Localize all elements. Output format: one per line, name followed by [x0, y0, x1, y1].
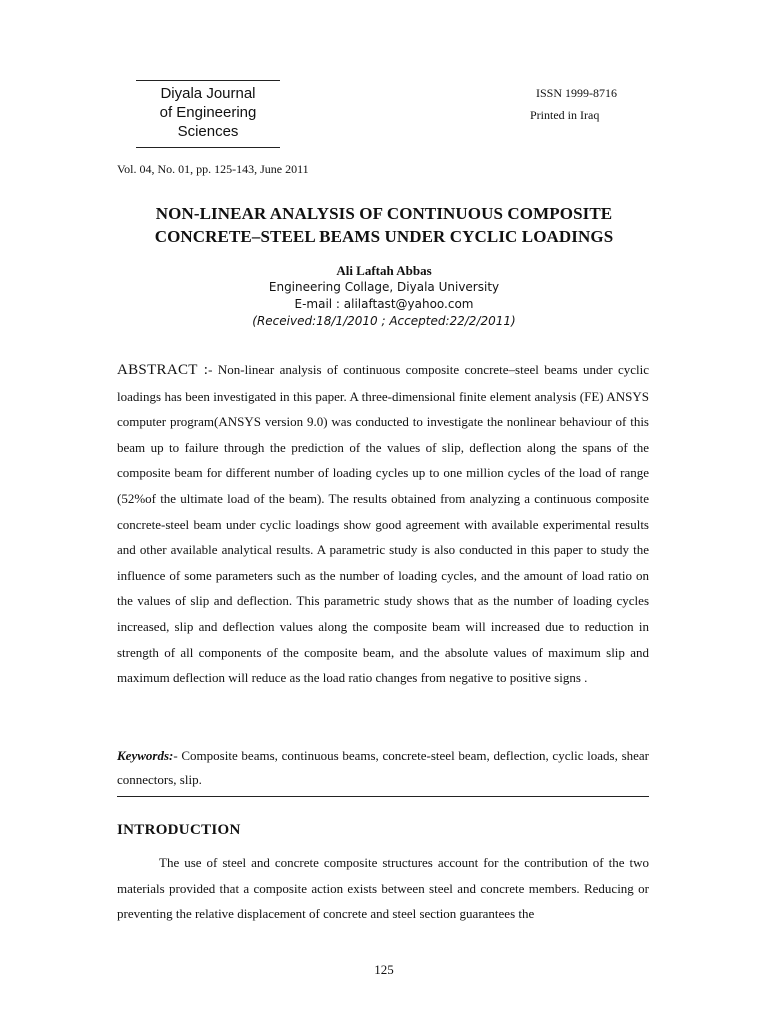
page-number: 125 — [374, 962, 394, 977]
journal-name-block — [136, 80, 280, 148]
author-affiliation: Engineering Collage, Diyala University — [268, 280, 500, 294]
keywords-text: - Composite beams, continuous beams, concrete-steel beam, deflection, cyclic loads, shear connectors, slip. — [117, 748, 649, 787]
paper-title-line-2: CONCRETE–STEEL BEAMS UNDER CYCLIC LOADINGS — [154, 227, 614, 246]
author-email: E-mail : alilaftast@yahoo.com — [294, 297, 474, 311]
abstract-label: ABSTRACT : — [117, 362, 209, 378]
printed-location: Printed in Iraq — [530, 108, 600, 122]
introduction-text: The use of steel and concrete composite structures account for the contribution of the two materials provided that a composite action exists between steel and concrete members. Reducing or preventing the relative displacement of concrete and steel section guarantees the — [117, 855, 649, 921]
abstract-text: - Non-linear analysis of continuous composite concrete–steel beams under cyclic loadings has been investigated in this paper. A three-dimensional finite element analysis (FE) ANSYS computer program(ANSYS version 9.0) was conducted to investigate the nonlinear behaviour of this beam up to failure through the prediction of the values of slip, deflection along the spans of the composite beam for different number of loading cycles up to one million cycles of the load of range (52%of the ultimate load of the beam). The results obtained from analyzing a continuous composite concrete-steel beam under cyclic loadings show good agreement with available experimental results and other available analytical results. A parametric study is also conducted in this paper to study the influence of some parameters such as the number of loading cycles, and the amount of load ratio on the values of slip and deflection. This parametric study shows that as the number of loading cycles increased, slip and deflection values along the composite beam will increased due to reduction in strength of all components of the composite beam, and the absolute values of maximum slip and maximum deflection will reduce as the load ratio changes from negative to positive signs . — [117, 362, 649, 686]
abstract — [117, 357, 649, 691]
author-block — [180, 262, 588, 330]
keywords — [117, 744, 649, 792]
introduction-heading: INTRODUCTION — [117, 822, 241, 838]
journal-name-line-3: Sciences — [177, 123, 239, 140]
paper-title — [100, 202, 668, 248]
issn-number: ISSN 1999-8716 — [536, 86, 618, 100]
keywords-label: Keywords: — [117, 748, 174, 763]
paper-title-line-1: NON-LINEAR ANALYSIS OF CONTINUOUS COMPOSITE — [155, 204, 613, 223]
volume-info: Vol. 04, No. 01, pp. 125-143, June 2011 — [117, 162, 309, 176]
journal-name-line-2: of Engineering — [159, 104, 257, 121]
received-dates: (Received:18/1/2010 ; Accepted:22/2/2011) — [252, 314, 516, 328]
journal-name-line-1: Diyala Journal — [160, 85, 256, 102]
section-divider — [117, 796, 649, 797]
author-name: Ali Laftah Abbas — [336, 263, 432, 278]
